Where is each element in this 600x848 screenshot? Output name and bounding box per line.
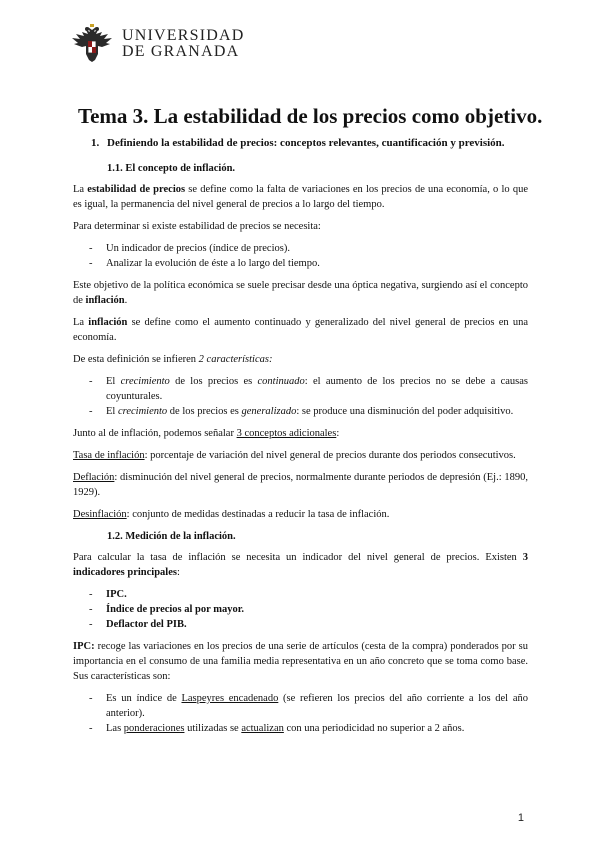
section-1-number: 1. [91,137,100,149]
list-item: - El crecimiento de los precios es continuado: el aumento de los precios no se debe a causas coyunturales. [89,376,528,402]
list-item-text: Las ponderaciones utilizadas se actualizan con una periodicidad no superior a 2 años. [106,723,465,734]
paragraph-conceptos-adicionales [73,426,528,441]
definition-text: : conjunto de medidas destinadas a reducir la tasa de inflación. [126,509,390,520]
paragraph-ipc [73,639,528,684]
text-run: : [176,567,180,578]
paragraph-caracteristicas [73,352,528,367]
university-logo [68,24,245,64]
definition-term: Deflación [73,472,115,483]
list-item: - Deflactor del PIB. [89,617,528,632]
paragraph-inflacion-def [73,315,528,345]
text-run: recoge las variaciones en los precios de una serie de artículos (cesta de la compra) ponderados por su importancia en el consumo de una familia media representativa en un año concreto que se toma como base. Sus características son: [73,641,528,682]
bold-term: 3 indicadores principales [73,552,528,578]
paragraph-objetivo [73,278,528,308]
definition-deflacion [73,470,528,500]
paragraph-estabilidad [73,182,528,212]
definition-tasa-inflacion [73,448,528,463]
section-1-title: Definiendo la estabilidad de precios: conceptos relevantes, cuantificación y previsión. [107,137,505,149]
text-run: se define como la falta de variaciones en los precios de una economía, o lo que es igual, la permanencia del nivel general de precios a lo largo del tiempo. [73,184,529,210]
page-title: Tema 3. La estabilidad de los precios como objetivo. [78,104,543,128]
page-number: 1 [517,812,524,824]
list-item: - Analizar la evolución de éste a lo largo del tiempo. [89,256,528,271]
subsection-1-1-heading: 1.1. El concepto de inflación. [107,163,236,174]
list-item: - Un indicador de precios (índice de precios). [89,241,528,256]
list-ipc-characteristics [73,691,528,736]
text-run: Junto al de inflación, podemos señalar [73,428,237,439]
list-item: - IPC. [89,587,528,602]
paragraph-indicadores [73,550,528,580]
list-item-text: El crecimiento de los precios es generalizado: se produce una disminución del poder adquisitivo. [106,406,514,417]
definition-desinflacion [73,507,528,522]
list-item: - Índice de precios al por mayor. [89,602,528,617]
list-item-text: Un indicador de precios (índice de precios). [106,243,290,254]
text-run: : [336,428,340,439]
bold-term: IPC: [73,641,95,652]
list-item-text: Analizar la evolución de éste a lo largo del tiempo. [106,258,320,269]
list-item-text: El crecimiento de los precios es continuado: el aumento de los precios no se debe a causas coyunturales. [106,376,528,402]
bold-term: inflación [88,317,128,328]
definition-text: : porcentaje de variación del nivel general de precios durante dos periodos consecutivos. [144,450,516,461]
underlined-term: 3 conceptos adicionales [236,428,337,439]
list-characteristics [73,374,528,419]
text-run: Este objetivo de la política económica se suele precisar desde una óptica negativa, surgiendo así el concepto de [73,280,528,306]
subsection-1-2-heading: 1.2. Medición de la inflación. [107,531,236,542]
text-run: . [124,295,128,306]
document-body [73,136,528,743]
text-run: La [73,184,88,195]
list-item-text: IPC. [106,589,127,600]
list-item-text: Deflactor del PIB. [106,619,187,630]
text-run: se define como el aumento continuado y generalizado del nivel general de precios en una economía. [73,317,528,343]
logo-line-1: UNIVERSIDAD [122,27,245,44]
text-run: Para calcular la tasa de inflación se necesita un indicador del nivel general de precios. Existen [73,552,523,563]
list-requirements [73,241,528,271]
section-1-heading [91,136,528,151]
definition-text: : disminución del nivel general de precios, normalmente durante periodos de depresión (Ej.: 1890, 1929). [73,472,528,498]
italic-term: 2 características: [198,354,273,365]
university-crest-icon [68,24,116,64]
paragraph-determinar: Para determinar si existe estabilidad de precios se necesita: [73,221,321,232]
list-item-text: Índice de precios al por mayor. [106,604,245,615]
definition-term: Tasa de inflación [73,450,145,461]
list-indicators [73,587,528,632]
list-item-text: Es un índice de Laspeyres encadenado (se refieren los precios del año corriente a los del año anterior). [106,693,528,719]
logo-line-2: DE GRANADA [122,43,240,60]
definition-term: Desinflación [73,509,127,520]
text-run: De esta definición se infieren [73,354,199,365]
list-item: - Es un índice de Laspeyres encadenado (se refieren los precios del año corriente a los del año anterior). [89,693,528,719]
bold-term: estabilidad de precios [87,184,186,195]
list-item: - Las ponderaciones utilizadas se actualizan con una periodicidad no superior a 2 años. [89,721,528,736]
bold-term: inflación [85,295,125,306]
text-run: La [73,317,89,328]
list-item: - El crecimiento de los precios es generalizado: se produce una disminución del poder adquisitivo. [89,404,528,419]
